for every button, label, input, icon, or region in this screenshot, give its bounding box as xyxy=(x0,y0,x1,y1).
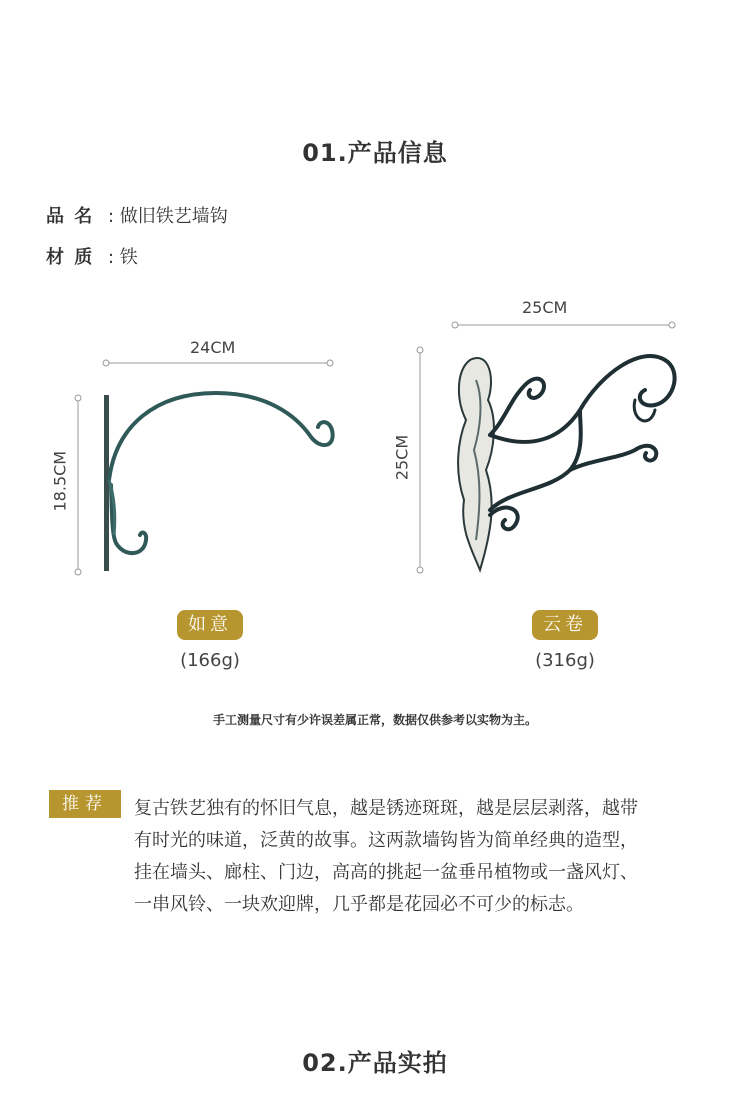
product-name-value: : 做旧铁艺墙钩 xyxy=(108,206,228,227)
recommend-badge: 推荐 xyxy=(49,790,121,818)
measurement-note: 手工测量尺寸有少许误差属正常，数据仅供参考以实物为主。 xyxy=(212,713,537,727)
product1-weight: (166g) xyxy=(180,650,240,671)
ruyi-hook-image xyxy=(96,385,341,580)
material-label: 材 质 xyxy=(46,247,95,268)
yunjuan-hook-image xyxy=(450,340,685,575)
product2-height-label: 25CM xyxy=(392,434,412,481)
product2-weight: (316g) xyxy=(535,650,595,671)
section-title-product-photos: 02.产品实拍 xyxy=(302,1049,448,1077)
product2-name-badge: 云卷 xyxy=(532,610,598,640)
recommend-text-line-2: 有时光的味道，泛黄的故事。这两款墙钩皆为简单经典的造型， xyxy=(134,830,638,851)
product-name-label: 品 名 xyxy=(46,206,95,227)
recommend-text-line-1: 复古铁艺独有的怀旧气息，越是锈迹斑斑，越是层层剥落，越带 xyxy=(134,798,638,819)
section-title-product-info: 01.产品信息 xyxy=(302,139,448,167)
material-value: : 铁 xyxy=(108,247,138,268)
product1-width-label: 24CM xyxy=(190,338,236,357)
recommend-text-line-3: 挂在墙头、廊柱、门边，高高的挑起一盆垂吊植物或一盏风灯、 xyxy=(134,862,638,883)
product2-width-label: 25CM xyxy=(522,298,568,317)
recommend-text-line-4: 一串风铃、一块欢迎牌，几乎都是花园必不可少的标志。 xyxy=(134,894,584,915)
product1-height-label: 18.5CM xyxy=(50,450,70,512)
product1-name-badge: 如意 xyxy=(177,610,243,640)
